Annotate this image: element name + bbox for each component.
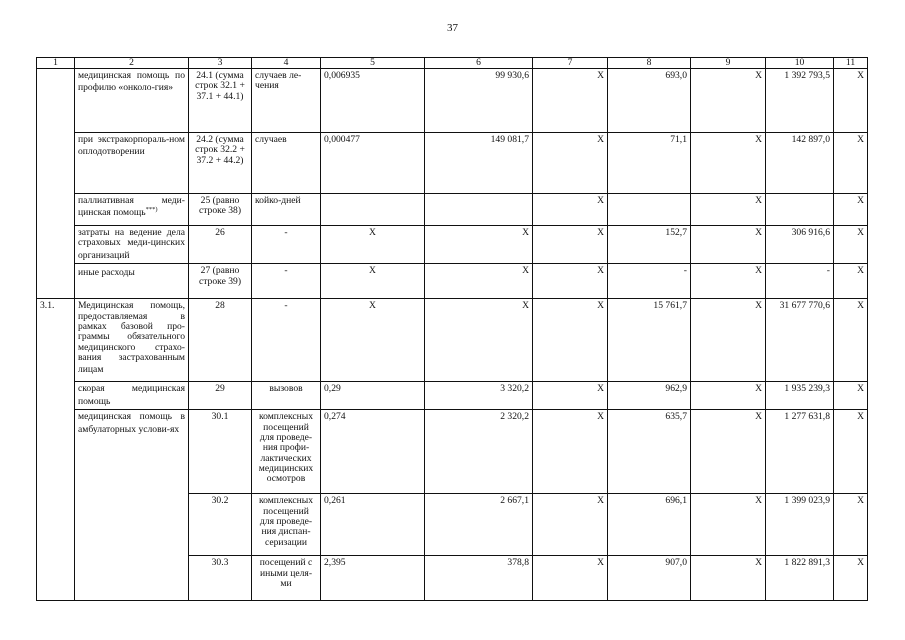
unit-cell: койко-дней: [252, 194, 321, 226]
value-cell: X: [533, 133, 608, 194]
value-cell: 31 677 770,6: [766, 299, 834, 382]
row-label-cell: скорая медицинская помощь: [75, 382, 189, 410]
column-number: 8: [608, 58, 691, 69]
column-number: 5: [321, 58, 425, 69]
value-cell: X: [533, 226, 608, 264]
column-number: 4: [252, 58, 321, 69]
value-cell: X: [425, 264, 533, 299]
value-cell: X: [691, 226, 766, 264]
value-cell: 2 320,2: [425, 410, 533, 494]
value-cell: X: [321, 264, 425, 299]
value-cell: X: [691, 410, 766, 494]
line-number-cell: 28: [189, 299, 252, 382]
value-cell: X: [691, 264, 766, 299]
value-cell: X: [834, 194, 868, 226]
value-cell: 3 320,2: [425, 382, 533, 410]
column-number: 11: [834, 58, 868, 69]
value-cell: X: [533, 410, 608, 494]
value-cell: X: [533, 299, 608, 382]
value-cell: 0,274: [321, 410, 425, 494]
value-cell: X: [691, 133, 766, 194]
value-cell: 696,1: [608, 494, 691, 556]
column-number: 6: [425, 58, 533, 69]
value-cell: 635,7: [608, 410, 691, 494]
value-cell: X: [691, 194, 766, 226]
table-row: [37, 133, 868, 194]
row-label-cell: паллиативная меди-цинская помощь***): [75, 194, 189, 226]
value-cell: X: [691, 556, 766, 601]
line-number-cell: 30.2: [189, 494, 252, 556]
table-row: [37, 299, 868, 382]
value-cell: [425, 194, 533, 226]
value-cell: X: [834, 133, 868, 194]
value-cell: -: [766, 264, 834, 299]
value-cell: X: [425, 226, 533, 264]
value-cell: 142 897,0: [766, 133, 834, 194]
line-number-cell: 26: [189, 226, 252, 264]
value-cell: 0,29: [321, 382, 425, 410]
column-number: 9: [691, 58, 766, 69]
value-cell: X: [691, 382, 766, 410]
line-number-cell: 27 (равно строке 39): [189, 264, 252, 299]
value-cell: X: [834, 382, 868, 410]
unit-cell: случаев ле-чения: [252, 69, 321, 133]
page-number: 37: [447, 22, 458, 34]
row-label-cell: при экстракорпораль-ном оплодотворении: [75, 133, 189, 194]
section-number-cell: [37, 69, 75, 299]
value-cell: 306 916,6: [766, 226, 834, 264]
value-cell: 693,0: [608, 69, 691, 133]
value-cell: 2 667,1: [425, 494, 533, 556]
column-number: 2: [75, 58, 189, 69]
line-number-cell: 24.2 (сумма строк 32.2 + 37.2 + 44.2): [189, 133, 252, 194]
value-cell: X: [533, 69, 608, 133]
column-number: 7: [533, 58, 608, 69]
unit-cell: -: [252, 299, 321, 382]
value-cell: 0,006935: [321, 69, 425, 133]
value-cell: 71,1: [608, 133, 691, 194]
unit-cell: -: [252, 264, 321, 299]
value-cell: X: [834, 410, 868, 494]
value-cell: 1 392 793,5: [766, 69, 834, 133]
value-cell: X: [425, 299, 533, 382]
section-number-cell: 3.1.: [37, 299, 75, 601]
value-cell: X: [834, 494, 868, 556]
table-row: [37, 264, 868, 299]
value-cell: 1 399 023,9: [766, 494, 834, 556]
value-cell: [766, 194, 834, 226]
value-cell: X: [691, 69, 766, 133]
value-cell: X: [533, 382, 608, 410]
value-cell: [608, 194, 691, 226]
value-cell: [321, 194, 425, 226]
value-cell: X: [533, 494, 608, 556]
value-cell: X: [834, 299, 868, 382]
unit-cell: комплексных посещений для проведе-ния диспан-серизации: [252, 494, 321, 556]
value-cell: X: [834, 69, 868, 133]
value-cell: 2,395: [321, 556, 425, 601]
table-row: [37, 194, 868, 226]
table-row: [37, 226, 868, 264]
row-label-cell: иные расходы: [75, 264, 189, 299]
row-label-cell: медицинская помощь в амбулаторных услови-ях: [75, 410, 189, 601]
value-cell: X: [834, 556, 868, 601]
value-cell: 1 822 891,3: [766, 556, 834, 601]
value-cell: 152,7: [608, 226, 691, 264]
value-cell: X: [834, 226, 868, 264]
line-number-cell: 29: [189, 382, 252, 410]
column-number: 1: [37, 58, 75, 69]
unit-cell: вызовов: [252, 382, 321, 410]
column-number-row: [37, 58, 868, 69]
table-row: [37, 69, 868, 133]
value-cell: 907,0: [608, 556, 691, 601]
table-row: [37, 382, 868, 410]
value-cell: X: [321, 226, 425, 264]
line-number-cell: 30.1: [189, 410, 252, 494]
unit-cell: -: [252, 226, 321, 264]
column-number: 3: [189, 58, 252, 69]
expenditure-table: [36, 57, 868, 601]
row-label-cell: медицинская помощь по профилю «онколо-гия»: [75, 69, 189, 133]
value-cell: 15 761,7: [608, 299, 691, 382]
value-cell: 1 277 631,8: [766, 410, 834, 494]
value-cell: 378,8: [425, 556, 533, 601]
line-number-cell: 25 (равно строке 38): [189, 194, 252, 226]
value-cell: X: [321, 299, 425, 382]
value-cell: 962,9: [608, 382, 691, 410]
value-cell: 0,000477: [321, 133, 425, 194]
column-number: 10: [766, 58, 834, 69]
value-cell: 149 081,7: [425, 133, 533, 194]
unit-cell: посещений с иными целя-ми: [252, 556, 321, 601]
line-number-cell: 24.1 (сумма строк 32.1 + 37.1 + 44.1): [189, 69, 252, 133]
value-cell: 1 935 239,3: [766, 382, 834, 410]
value-cell: -: [608, 264, 691, 299]
value-cell: X: [533, 556, 608, 601]
value-cell: X: [533, 194, 608, 226]
line-number-cell: 30.3: [189, 556, 252, 601]
value-cell: X: [691, 299, 766, 382]
value-cell: X: [533, 264, 608, 299]
value-cell: X: [691, 494, 766, 556]
unit-cell: случаев: [252, 133, 321, 194]
value-cell: X: [834, 264, 868, 299]
unit-cell: комплексных посещений для проведе-ния профи-лактических медицинских осмотров: [252, 410, 321, 494]
value-cell: 0,261: [321, 494, 425, 556]
table-row: [37, 410, 868, 494]
row-label-cell: Медицинская помощь, предоставляемая в рамках базовой про-граммы обязательного медицинского страхо-вания застрахованным лицам: [75, 299, 189, 382]
value-cell: 99 930,6: [425, 69, 533, 133]
row-label-cell: затраты на ведение дела страховых меди-цинских организаций: [75, 226, 189, 264]
